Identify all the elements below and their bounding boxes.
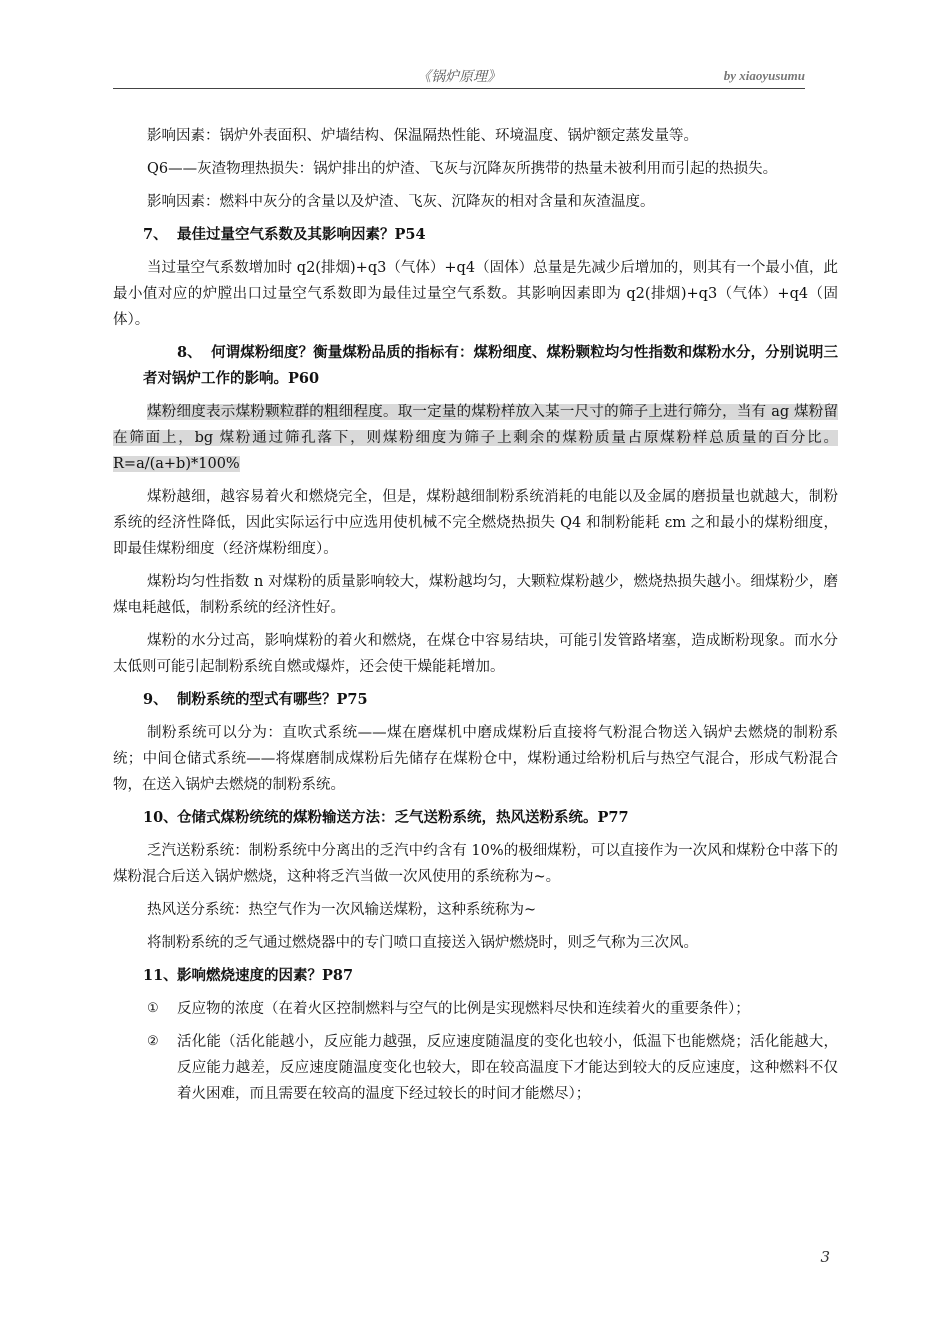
heading-number: 7、 [143, 226, 168, 243]
heading-text: 何谓煤粉细度？衡量煤粉品质的指标有：煤粉细度、煤粉颗粒均匀性指数和煤粉水分，分别说明三者对锅炉工作的影响。P60 [143, 344, 838, 387]
list-item-text: 活化能（活化能越小，反应能力越强，反应速度随温度的变化也较小，低温下也能燃烧；活化能越大，反应能力越差，反应速度随温度变化也较大，即在较高温度下才能达到较大的反应速度，这种燃料不仅着火困难，而且需要在较高的温度下经过较长的时间才能燃尽）； [177, 1034, 838, 1102]
document-title: 《锅炉原理》 [417, 69, 501, 85]
page-header [113, 60, 805, 89]
heading-number: 9、 [143, 691, 168, 708]
paragraph: 将制粉系统的乏气通过燃烧器中的专门喷口直接送入锅炉燃烧时，则乏气称为三次风。 [147, 935, 698, 951]
paragraph: 煤粉越细，越容易着火和燃烧完全，但是，煤粉越细制粉系统消耗的电能以及金属的磨损量也就越大，制粉系统的经济性降低，因此实际运行中应选用使机械不完全燃烧热损失 Q4 和制粉能耗 εm 之和最小的煤粉细度，即最佳煤粉细度（经济煤粉细度）。 [113, 489, 838, 557]
paragraph: 影响因素：燃料中灰分的含量以及炉渣、飞灰、沉降灰的相对含量和灰渣温度。 [147, 194, 655, 210]
paragraph: 煤粉的水分过高，影响煤粉的着火和燃烧，在煤仓中容易结块，可能引发管路堵塞，造成断粉现象。而水分太低则可能引起制粉系统自燃或爆炸，还会使干燥能耗增加。 [113, 633, 838, 675]
paragraph: 煤粉均匀性指数 n 对煤粉的质量影响较大，煤粉越均匀，大颗粒煤粉越少，燃烧热损失越小。细煤粉少，磨煤电耗越低，制粉系统的经济性好。 [113, 574, 838, 616]
paragraph: 热风送分系统：热空气作为一次风输送煤粉，这种系统称为~ [147, 902, 537, 918]
heading-text: 影响燃烧速度的因素？P87 [177, 967, 354, 984]
paragraph: Q6——灰渣物理热损失：锅炉排出的炉渣、飞灰与沉降灰所携带的热量未被利用而引起的热损失。 [147, 161, 778, 177]
section-heading [113, 222, 838, 248]
heading-text: 最佳过量空气系数及其影响因素？P54 [177, 226, 426, 243]
list-item [113, 996, 838, 1022]
heading-number: 8、 [177, 344, 202, 361]
page-number: 3 [820, 1248, 830, 1266]
list-marker: ② [147, 1034, 159, 1049]
paragraph: 乏汽送粉系统：制粉系统中分离出的乏汽中约含有 10%的极细煤粉，可以直接作为一次风和煤粉仓中落下的煤粉混合后送入锅炉燃烧，这种将乏汽当做一次风使用的系统称为~。 [113, 843, 838, 885]
heading-number: 10、 [143, 809, 178, 826]
paragraph-highlighted [113, 399, 838, 477]
section-heading [143, 340, 838, 392]
list-item [113, 1029, 838, 1107]
list-item-text: 反应物的浓度（在着火区控制燃料与空气的比例是实现燃料尽快和连续着火的重要条件）； [177, 1001, 750, 1017]
section-heading [113, 687, 838, 713]
paragraph: 制粉系统可以分为：直吹式系统——煤在磨煤机中磨成煤粉后直接将气粉混合物送入锅炉去燃烧的制粉系统；中间仓储式系统——将煤磨制成煤粉后先储存在煤粉仓中，煤粉通过给粉机后与热空气混合，形成气粉混合物，在送入锅炉去燃烧的制粉系统。 [113, 725, 838, 793]
list-marker: ① [147, 1001, 159, 1016]
section-heading [113, 805, 838, 831]
highlighted-text: 煤粉细度表示煤粉颗粒群的粗细程度。取一定量的煤粉样放入某一尺寸的筛子上进行筛分，当有 ag 煤粉留在筛面上，bg 煤粉通过筛孔落下，则煤粉细度为筛子上剩余的煤粉质量占原煤粉样总质量的百分比。R=a/(a+b)*100% [113, 404, 838, 472]
section-heading [113, 963, 838, 989]
heading-text: 仓储式煤粉统统的煤粉输送方法：乏气送粉系统，热风送粉系统。P77 [177, 809, 629, 826]
author-signature: by xiaoyusumu [723, 68, 805, 83]
heading-number: 11、 [143, 967, 178, 984]
paragraph: 影响因素：锅炉外表面积、炉墙结构、保温隔热性能、环境温度、锅炉额定蒸发量等。 [147, 128, 698, 144]
page-content [113, 123, 838, 1114]
paragraph: 当过量空气系数增加时 q2(排烟)+q3（气体）+q4（固体）总量是先减少后增加的，则其有一个最小值，此最小值对应的炉膛出口过量空气系数即为最佳过量空气系数。其影响因素即为 q2(排烟)+q3（气体）+q4（固体）。 [113, 260, 838, 328]
heading-text: 制粉系统的型式有哪些？P75 [177, 691, 368, 708]
